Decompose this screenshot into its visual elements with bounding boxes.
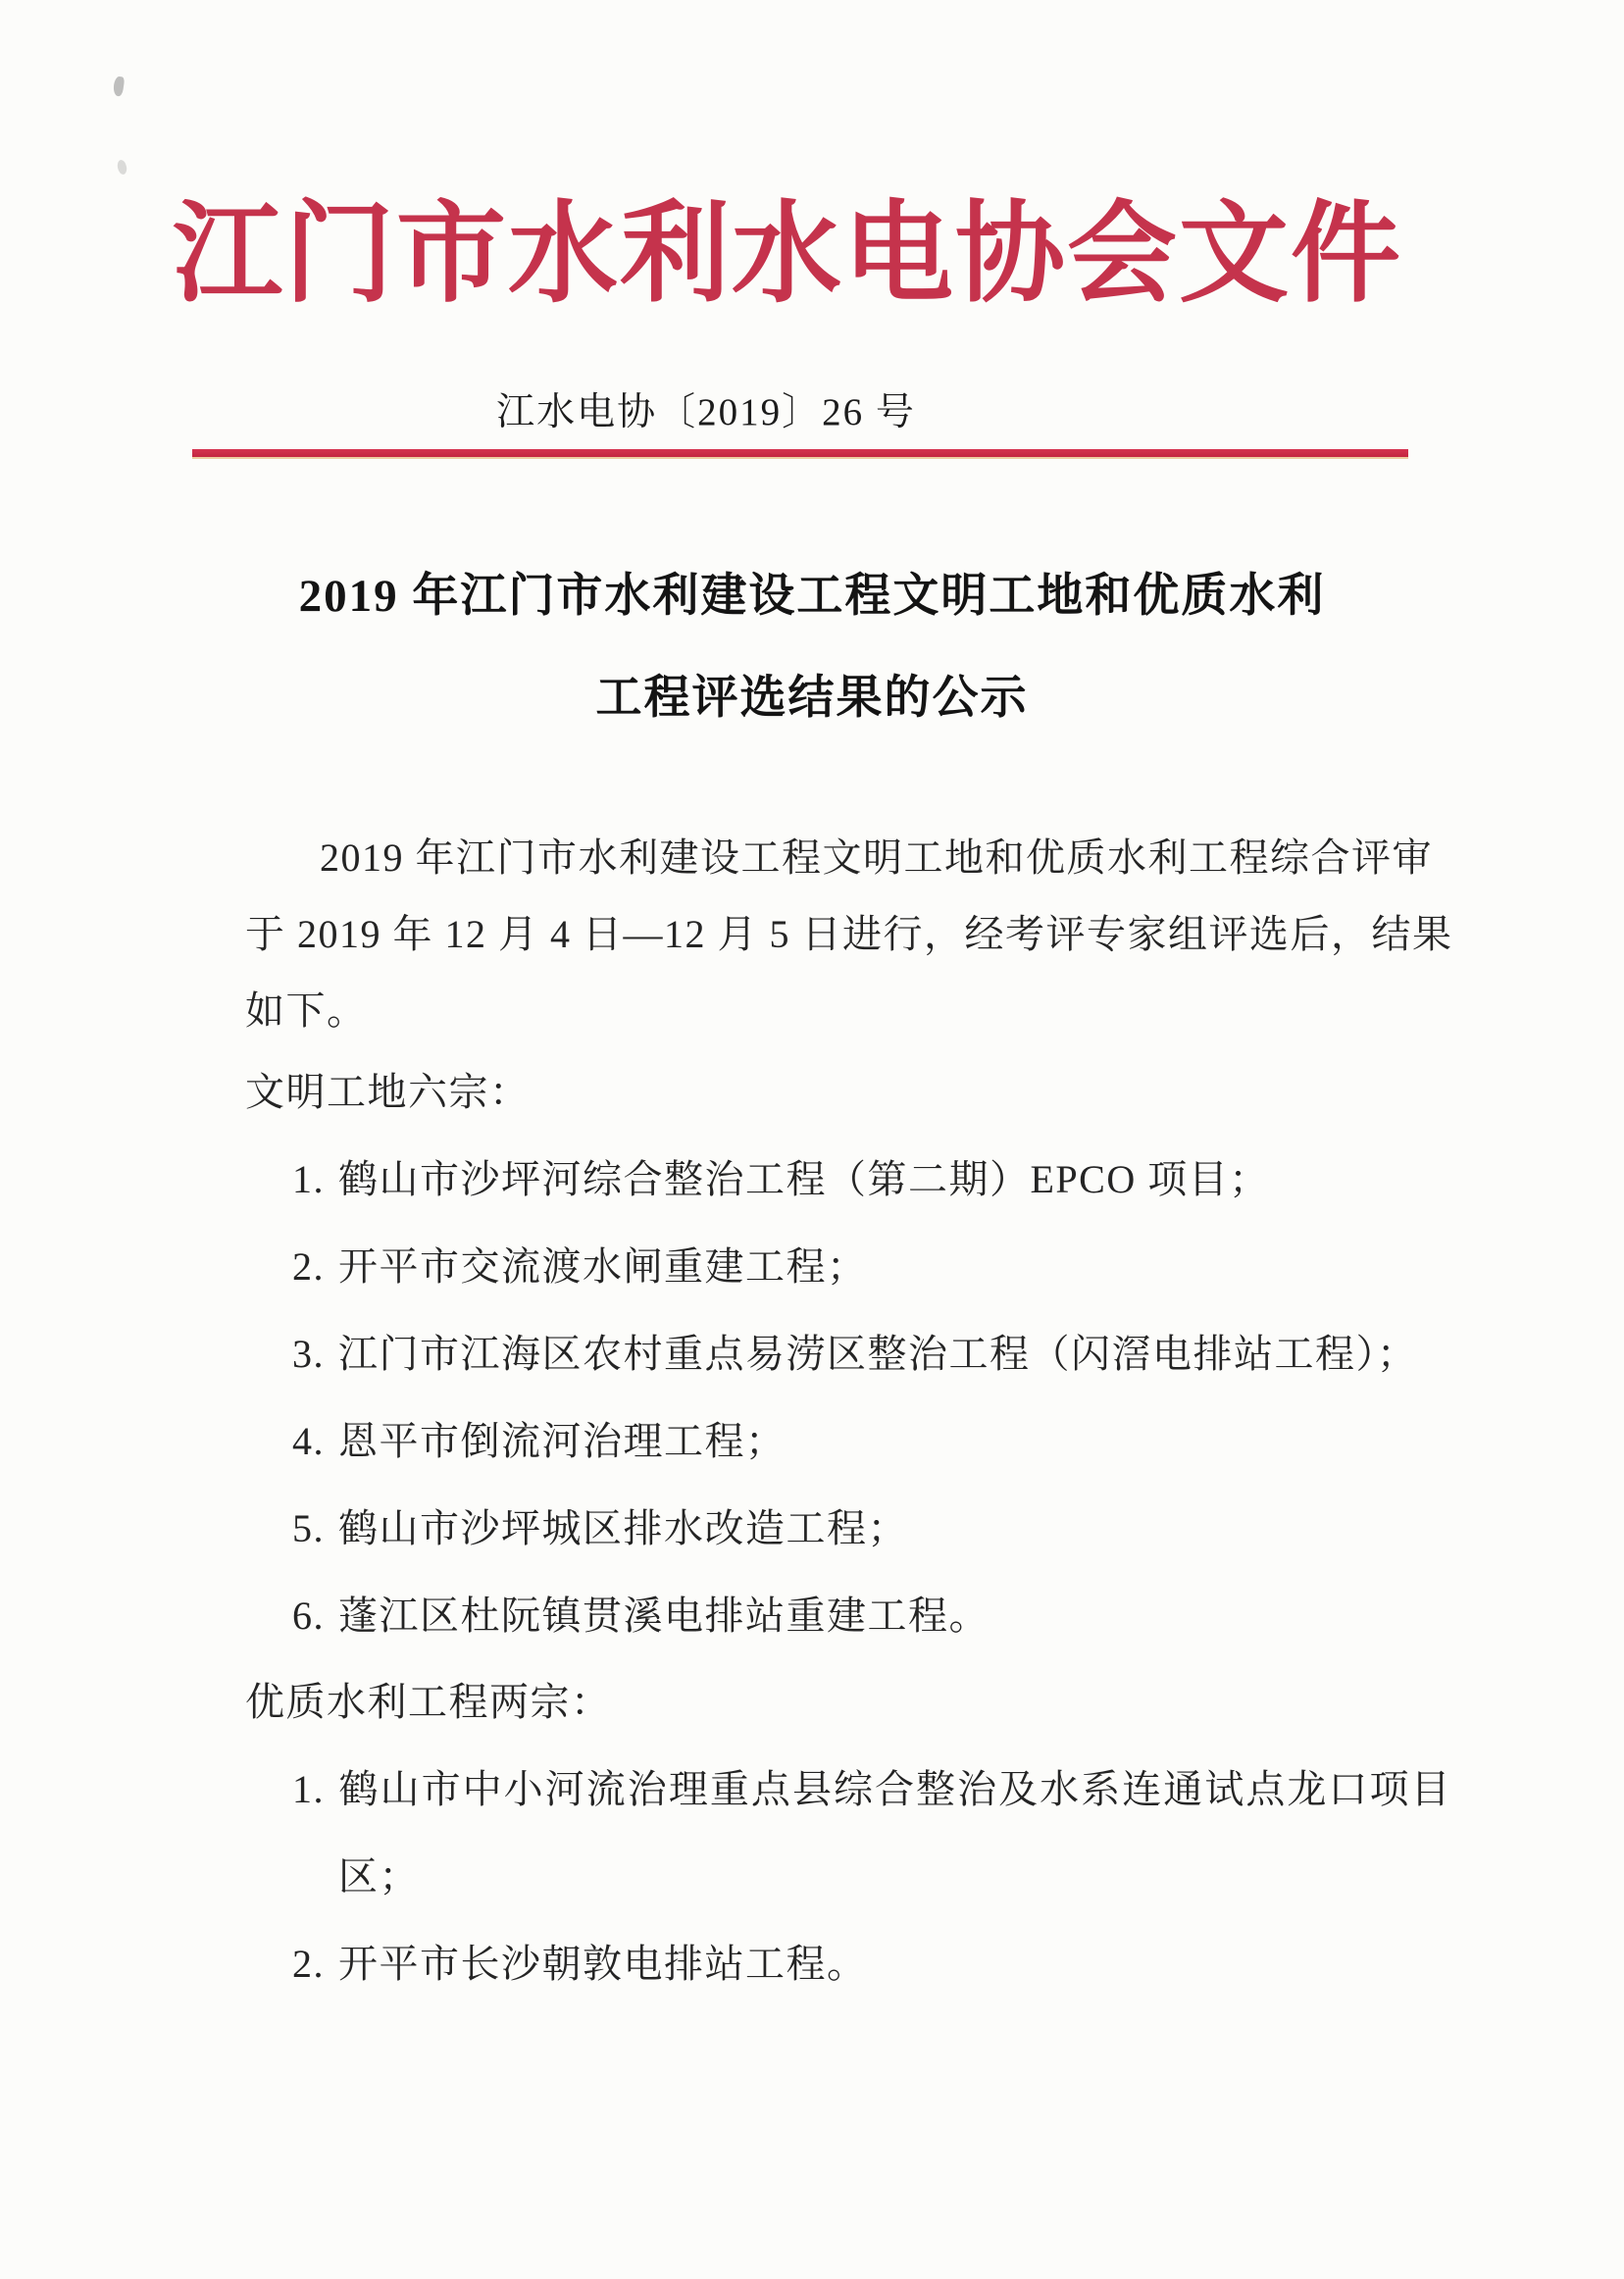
list-item-number: 6. [292,1594,325,1638]
list-item-number: 1. [292,1767,325,1811]
document-title-line1: 2019 年江门市水利建设工程文明工地和优质水利 [298,571,1326,622]
civilized-sites-list [245,1136,1451,1659]
list-item [292,1223,1451,1310]
list-item-text: 鹤山市沙坪河综合整治工程（第二期）EPCO 项目； [338,1157,1270,1201]
list-item [292,1310,1451,1397]
list-item-number: 1. [292,1157,325,1201]
list-item-number: 4. [292,1419,325,1463]
document-body [245,820,1451,2007]
list-item-text: 蓬江区杜阮镇贯溪电排站重建工程。 [338,1594,990,1638]
scan-artifact [117,159,128,176]
intro-paragraph-line: 于 2019 年 12 月 4 日—12 月 5 日进行，经考评专家组评选后，结果 [245,912,1453,956]
intro-paragraph-line: 如下。 [245,988,368,1033]
section-heading-quality-projects: 优质水利工程两宗： [245,1680,612,1724]
list-item [292,1397,1451,1485]
list-item-number: 2. [292,1244,325,1289]
list-item [292,1485,1451,1572]
list-item-number: 5. [292,1506,325,1550]
list-item [292,1920,1451,2007]
list-item-text: 开平市交流渡水闸重建工程； [338,1244,868,1289]
list-item-text: 鹤山市沙坪城区排水改造工程； [338,1506,908,1550]
list-item-text: 鹤山市中小河流治理重点县综合整治及水系连通试点龙口项目区； [338,1767,1451,1899]
document-title [0,545,1624,749]
list-item-text: 恩平市倒流河治理工程； [338,1419,787,1463]
list-item [292,1746,1451,1920]
list-item-number: 2. [292,1942,325,1986]
list-item-number: 3. [292,1332,325,1376]
org-letterhead-title: 江门市水利水电协会文件 [173,194,1402,316]
list-item-text: 开平市长沙朝敦电排站工程。 [338,1942,868,1986]
list-item [292,1136,1451,1223]
list-item [292,1572,1451,1659]
intro-paragraph-line: 2019 年江门市水利建设工程文明工地和优质水利工程综合评审 [320,836,1433,880]
document-title-line2: 工程评选结果的公示 [595,673,1029,724]
scan-artifact [113,76,126,96]
section-heading-civilized-sites: 文明工地六宗： [245,1070,531,1114]
document-number: 江水电协〔2019〕26 号 [496,391,916,433]
quality-projects-list [245,1746,1451,2007]
red-divider-rule [192,449,1408,457]
list-item-text: 江门市江海区农村重点易涝区整治工程（闪滘电排站工程）； [338,1332,1418,1376]
